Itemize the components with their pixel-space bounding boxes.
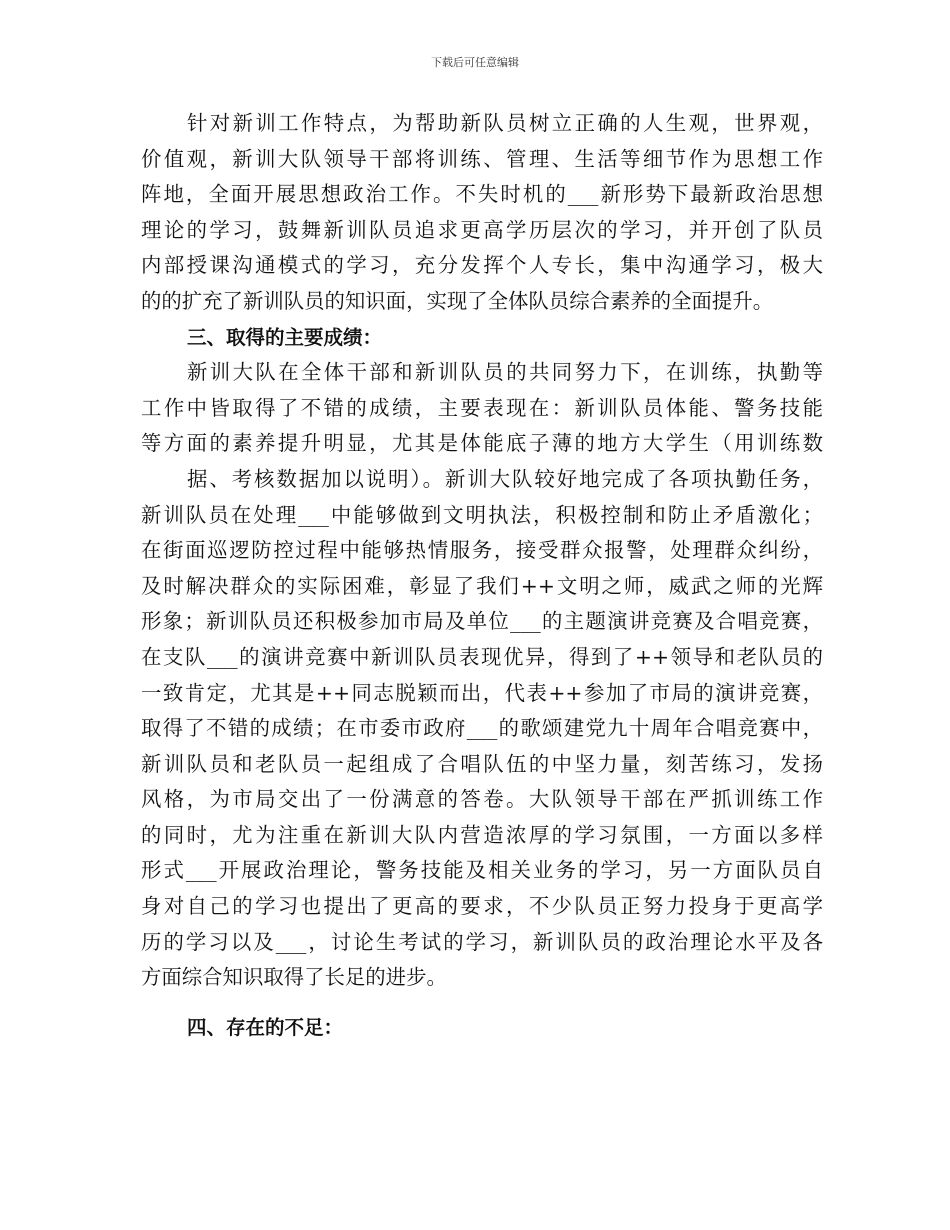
paragraph-2-line: 在支队___的演讲竞赛中新训队员表现优异，得到了++领导和老队员的 xyxy=(141,644,823,669)
paragraph-2-line: 及时解决群众的实际困难，彰显了我们++文明之师，威武之师的光辉 xyxy=(141,573,823,598)
paragraph-2-line: 新训队员在处理___中能够做到文明执法，积极控制和防止矛盾激化； xyxy=(141,502,823,527)
paragraph-2-line: 取得了不错的成绩；在市委市政府___的歌颂建党九十周年合唱竞赛中， xyxy=(141,716,823,741)
paragraph-2-line: 一致肯定，尤其是++同志脱颖而出，代表++参加了市局的演讲竞赛， xyxy=(141,680,823,705)
paragraph-1-line: 理论的学习，鼓舞新训队员追求更高学历层次的学习，并开创了队员 xyxy=(141,217,823,242)
paragraph-2-line: 在街面巡逻防控过程中能够热情服务，接受群众报警，处理群众纠纷， xyxy=(141,538,823,563)
paragraph-2-line: 等方面的素养提升明显，尤其是体能底子薄的地方大学生（用训练数 xyxy=(141,431,823,456)
paragraph-2-line: 新训大队在全体干部和新训队员的共同努力下，在训练，执勤等 xyxy=(187,360,823,385)
paragraph-2-line: 方面综合知识取得了长足的进步。 xyxy=(141,965,447,990)
document-body xyxy=(141,106,823,1045)
paragraph-2-line: 新训队员和老队员一起组成了合唱队伍的中坚力量，刻苦练习，发扬 xyxy=(141,751,823,776)
section-heading-3: 三、取得的主要成绩： xyxy=(187,325,383,349)
paragraph-2-line: 身对自己的学习也提出了更高的要求，不少队员正努力投身于更高学 xyxy=(141,894,823,919)
paragraph-2-line: 历的学习以及___，讨论生考试的学习，新训队员的政治理论水平及各 xyxy=(141,929,823,954)
paragraph-2-line: 的同时，尤为注重在新训大队内营造浓厚的学习氛围，一方面以多样 xyxy=(141,822,823,847)
paragraph-1-line: 内部授课沟通模式的学习，充分发挥个人专长，集中沟通学习，极大 xyxy=(141,253,823,278)
paragraph-2-line: 形象；新训队员还积极参加市局及单位___的主题演讲竞赛及合唱竞赛， xyxy=(141,609,823,634)
paragraph-2-line: 形式___开展政治理论，警务技能及相关业务的学习，另一方面队员自 xyxy=(141,858,823,883)
paragraph-1-line: 阵地，全面开展思想政治工作。不失时机的___新形势下最新政治思想 xyxy=(141,182,823,207)
section-gap xyxy=(141,996,823,1010)
section-heading-4: 四、存在的不足： xyxy=(187,1015,344,1039)
page-header: 下载后可任意编辑 xyxy=(431,56,519,69)
paragraph-2-line: 工作中皆取得了不错的成绩，主要表现在：新训队员体能、警务技能 xyxy=(141,395,823,420)
paragraph-1-line: 针对新训工作特点，为帮助新队员树立正确的人生观，世界观， xyxy=(187,111,823,135)
paragraph-2-line: 据、考核数据加以说明）。新训大队较好地完成了各项执勤任务， xyxy=(187,466,823,491)
paragraph-2-line: 风格，为市局交出了一份满意的答卷。大队领导干部在严抓训练工作 xyxy=(141,787,823,812)
paragraph-1-line: 价值观，新训大队领导干部将训练、管理、生活等细节作为思想工作 xyxy=(141,146,823,171)
paragraph-1-line: 的的扩充了新训队员的知识面，实现了全体队员综合素养的全面提升。 xyxy=(141,288,774,313)
